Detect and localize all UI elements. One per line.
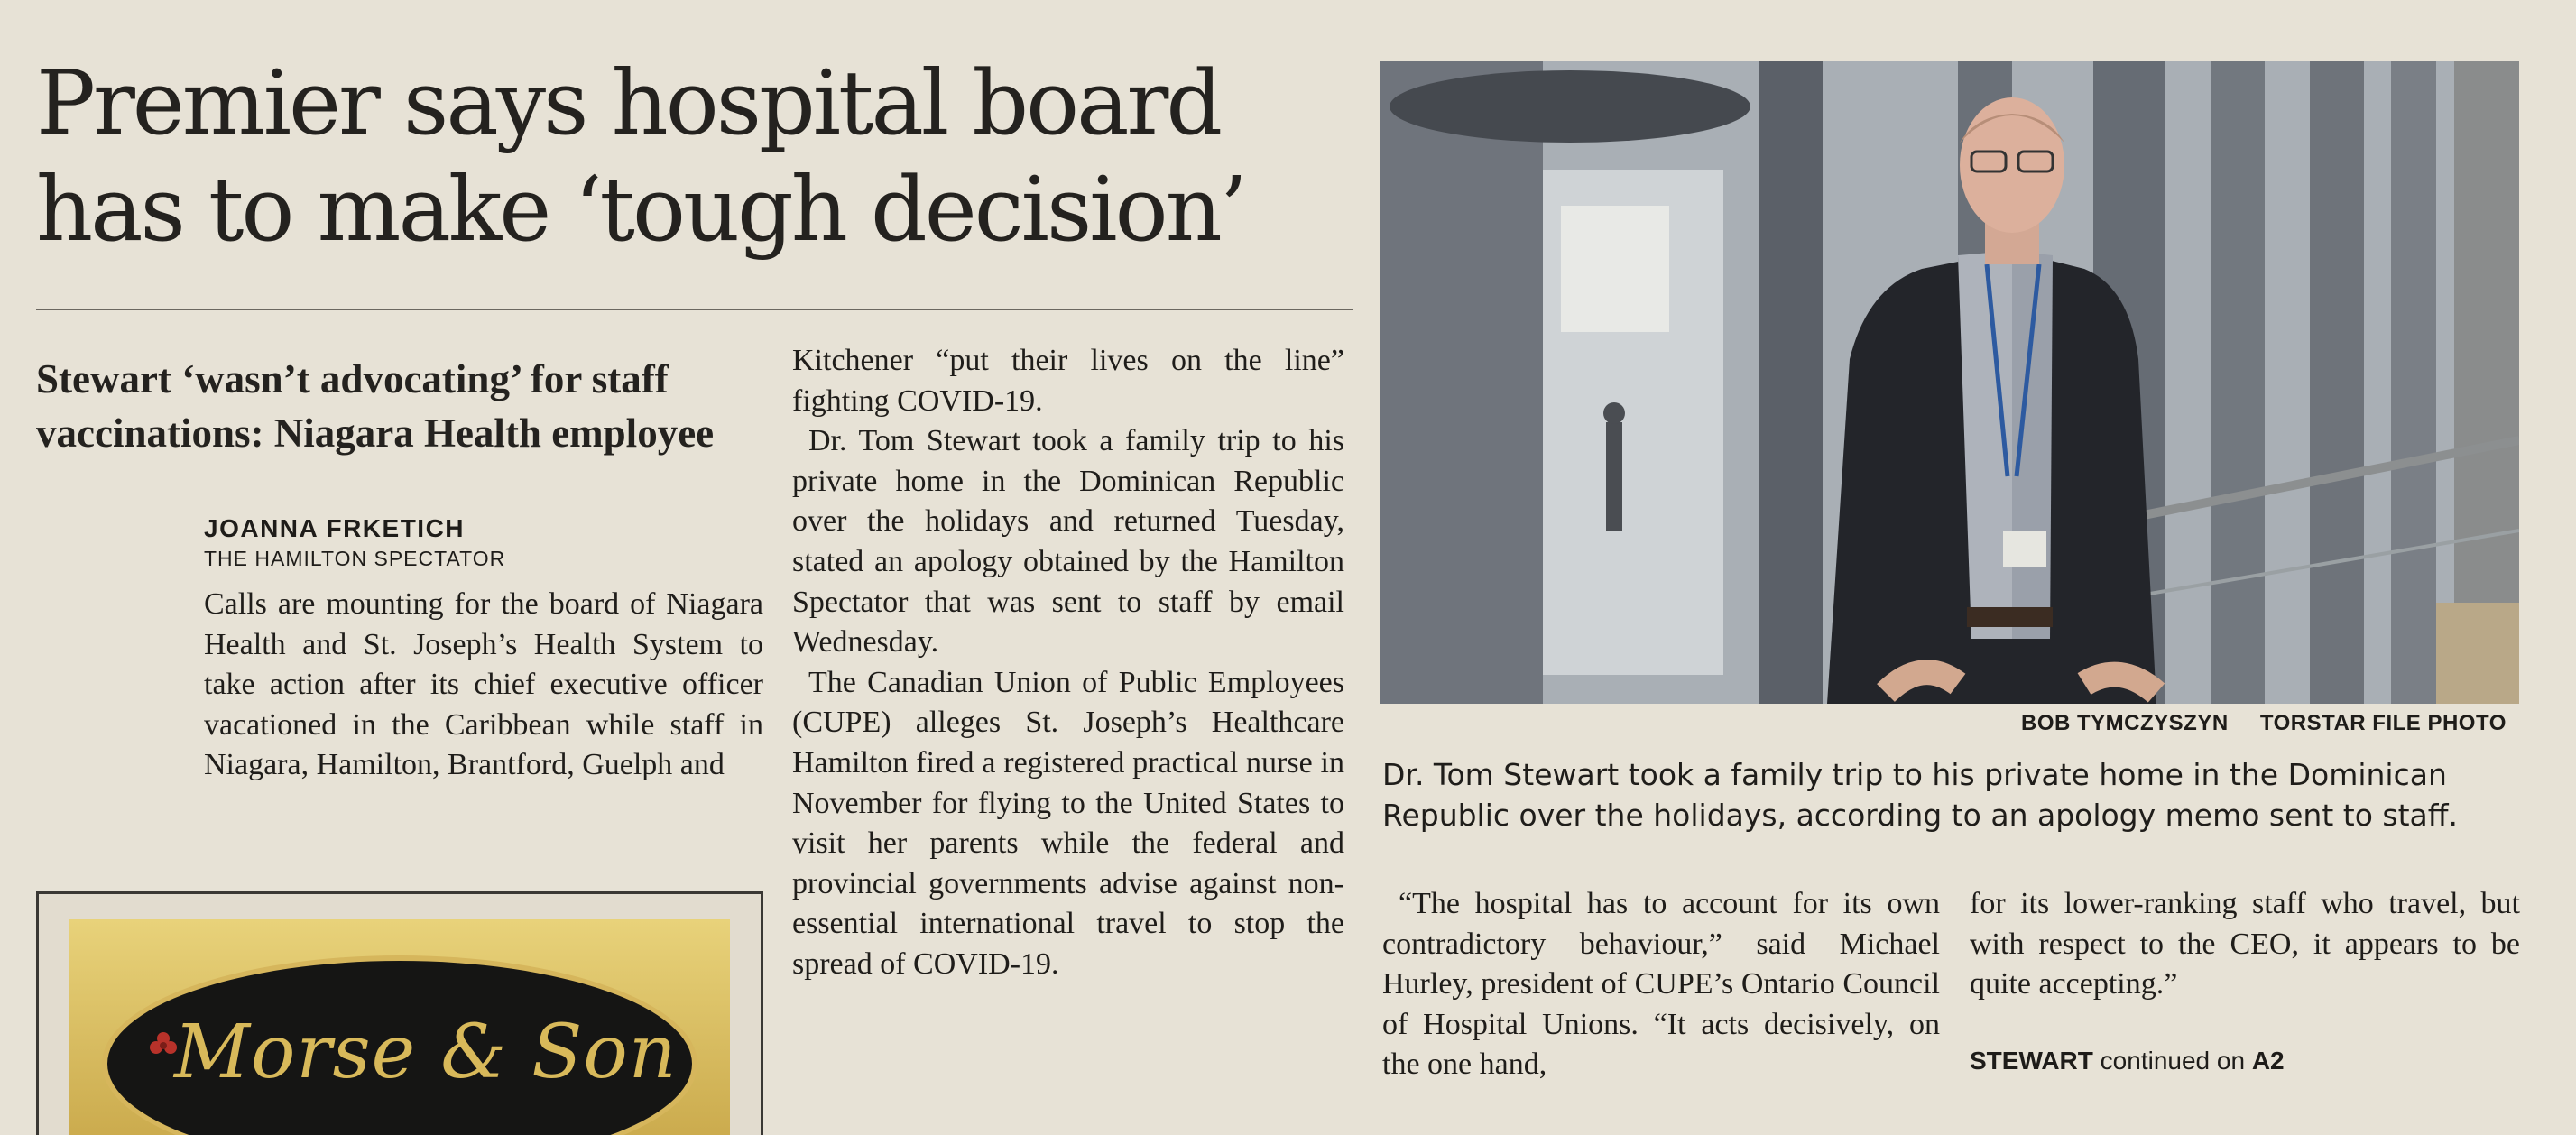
photo-illustration xyxy=(1380,61,2519,704)
headline: Premier says hospital board has to make ‘tough decision’ xyxy=(36,52,1245,262)
photo-credit xyxy=(2021,711,2507,736)
continuation-line xyxy=(1970,1047,2285,1075)
bleed-through-text xyxy=(2535,0,2576,1132)
jump-text: continued on xyxy=(2100,1047,2246,1075)
column-1 xyxy=(204,585,763,786)
photo-portrait xyxy=(1380,61,2519,704)
jump-page: A2 xyxy=(2251,1047,2285,1075)
bleed-through-text xyxy=(541,0,1353,54)
ad-logo-text: Morse & Son xyxy=(174,1010,678,1095)
paragraph: Dr. Tom Stewart took a family trip to his private home in the Dominican Republic over the holidays and returned Tuesday, stated an apology obtained by the Hamilton Spectator that was sent to staff by email Wednesday. xyxy=(792,424,1344,660)
byline xyxy=(204,514,505,571)
paragraph: Calls are mounting for the board of Niagara Health and St. Joseph’s Health System to take action after its chief executive officer vacationed in the Caribbean while staff in Niagara, Hamilton, Brantford, Guelph and xyxy=(204,587,763,782)
deck-subheadline: Stewart ‘wasn’t advocating’ for staff vaccinations: Niagara Health employee xyxy=(36,356,715,456)
paragraph: for its lower-ranking staff who travel, but with respect to the CEO, it appears to be quite accepting.” xyxy=(1970,887,2520,1001)
byline-org: THE HAMILTON SPECTATOR xyxy=(204,547,506,570)
byline-name: JOANNA FRKETICH xyxy=(204,514,466,542)
column-4 xyxy=(1970,884,2520,1005)
photo-caption: Dr. Tom Stewart took a family trip to his private home in the Dominican Republic over the holidays, according to an apology memo sent to staff. xyxy=(1382,757,2458,833)
paragraph: “The hospital has to account for its own contradictory behaviour,” said Michael Hurley, president of CUPE’s Ontario Council of Hospital Unions. “It acts decisively, on the one hand, xyxy=(1382,887,1940,1082)
photo-credit-name: BOB TYMCZYSZYN xyxy=(2021,711,2229,735)
paragraph: Kitchener “put their lives on the line” fighting COVID-19. xyxy=(792,344,1344,418)
top-rule xyxy=(36,309,1353,310)
column-3 xyxy=(1382,884,1940,1085)
jump-name: STEWART xyxy=(1970,1047,2093,1075)
advertisement xyxy=(36,891,763,1135)
column-2 xyxy=(792,341,1344,985)
paragraph: The Canadian Union of Public Employees (CUPE) alleges St. Joseph’s Healthcare Hamilton fired a registered practical nurse in November for flying to the United States to visit her parents while the federal and provincial governments advise against non-essential international travel to stop the spread of COVID-19. xyxy=(792,665,1344,981)
photo-credit-source: TORSTAR FILE PHOTO xyxy=(2259,711,2507,735)
